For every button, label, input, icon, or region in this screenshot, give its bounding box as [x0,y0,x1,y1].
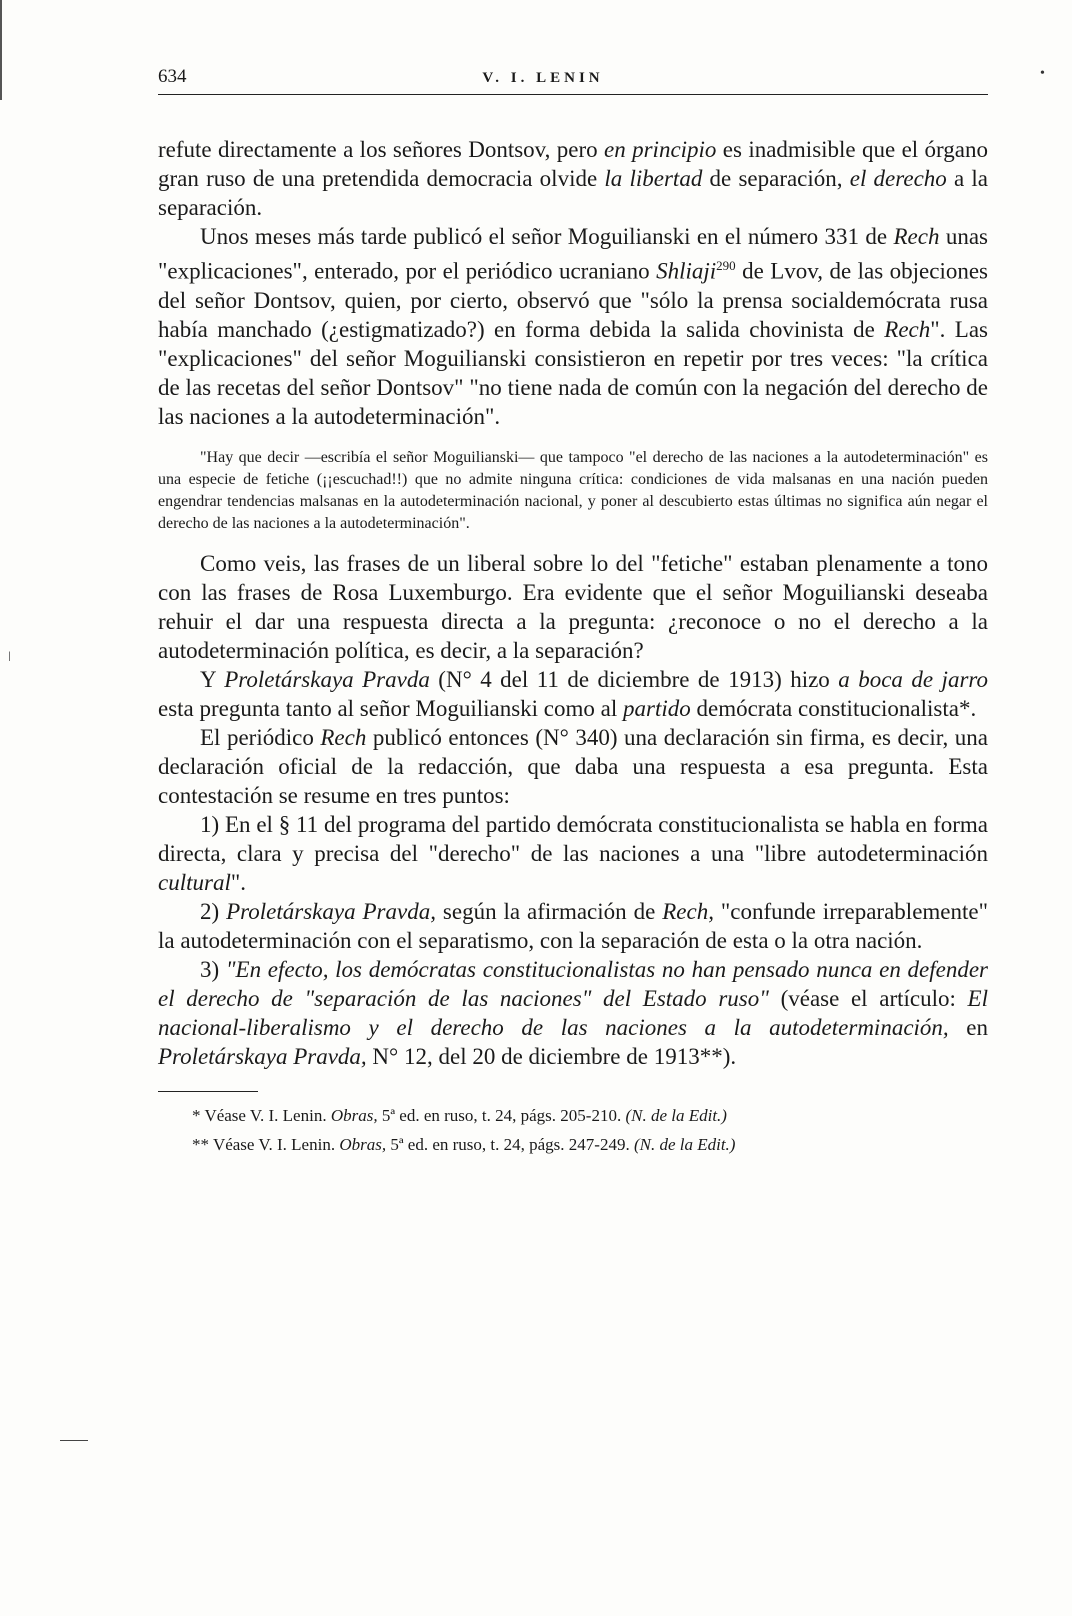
footnote-1: * Véase V. I. Lenin. Obras, 5ª ed. en ruso, t. 24, págs. 205-210. (N. de la Edit.) [192,1105,727,1125]
paragraph-4: Y Proletárskaya Pravda (N° 4 del 11 de diciembre de 1913) hizo a boca de jarro esta pregunta tanto al señor Moguilianski como al partido demócrata constitucionalista*. [158,666,988,721]
page-header [158,66,988,95]
list-item-3: 3) "En efecto, los demócratas constitucionalistas no han pensado nunca en defender el derecho de "separación de las naciones" del Estado ruso" (véase el artículo: El nacional-liberalismo y el derecho de las naciones a la autodeterminación, en Proletárskaya Pravda, N° 12, del 20 de diciembre de 1913**). [158,956,988,1069]
paragraph-3: Como veis, las frases de un liberal sobre lo del "fetiche" estaban plenamente a tono con las frases de Rosa Luxemburgo. Era evidente que el señor Moguilianski deseaba rehuir el dar una respuesta directa a la pregunta: ¿reconoce o no el derecho a la autodeterminación política, es decir, a la separación? [158,550,988,663]
paragraph-2: Unos meses más tarde publicó el señor Moguilianski en el número 331 de Rech unas "explicaciones", enterado, por el periódico ucraniano Shliaji$^{290}$ de Lvov, de las objeciones del señor Dontsov, quien, por cierto, observó que "sólo la prensa socialdemócrata rusa había manchado (¿estigmatizado?) en forma debida la salida chovinista de Rech". Las "explicaciones" del señor Moguilianski consistieron en repetir por tres veces: "la crítica de las recetas del señor Dontsov" "no tiene nada de común con la negación del derecho de las naciones a la autodeterminación". [158,224,988,429]
footnotes [158,1091,988,1156]
running-head: V. I. LENIN [482,70,604,86]
footnote-2: ** Véase V. I. Lenin. Obras, 5ª ed. en ruso, t. 24, págs. 247-249. (N. de la Edit.) [192,1134,736,1154]
footnote-rule [158,1091,258,1092]
paragraph-5: El periódico Rech publicó entonces (N° 340) una declaración sin firma, es decir, una declaración oficial de la redacción, que daba una respuesta a esa pregunta. Esta contestación se resume en tres puntos: [158,724,988,808]
body-text [158,135,988,1071]
page-number: 634 [158,66,187,87]
endnote-ref: 290 [716,258,736,273]
block-quote: "Hay que decir —escribía el señor Moguilianski— que tampoco "el derecho de las naciones a la autodeterminación" es una especie de fetiche (¡¡escuchad!!) que no admite ninguna crítica: condiciones de vida malsanas en una nación pueden engendrar tendencias malsanas en la autodeterminación nacional, y poner al descubierto estas últimas no significa aún negar el derecho de las naciones a la autodeterminación". [158,448,988,532]
paragraph-1: refute directamente a los señores Dontsov, pero en principio es inadmisible que el órgano gran ruso de una pretendida democracia olvide la libertad de separación, el derecho a la separación. [158,137,989,220]
margin-tick: ǀ [8,650,11,665]
margin-dash [60,1440,88,1441]
page-edge-line [0,0,2,100]
list-item-1: 1) En el § 11 del programa del partido demócrata constitucionalista se habla en forma directa, clara y precisa del "derecho" de las naciones a una "libre autodeterminación cultural". [158,811,988,895]
list-item-2: 2) Proletárskaya Pravda, según la afirmación de Rech, "confunde irreparablemente" la autodeterminación con el separatismo, con la separación de esta o la otra nación. [158,898,988,953]
book-page [158,66,988,1162]
margin-dot: • [1040,66,1045,81]
